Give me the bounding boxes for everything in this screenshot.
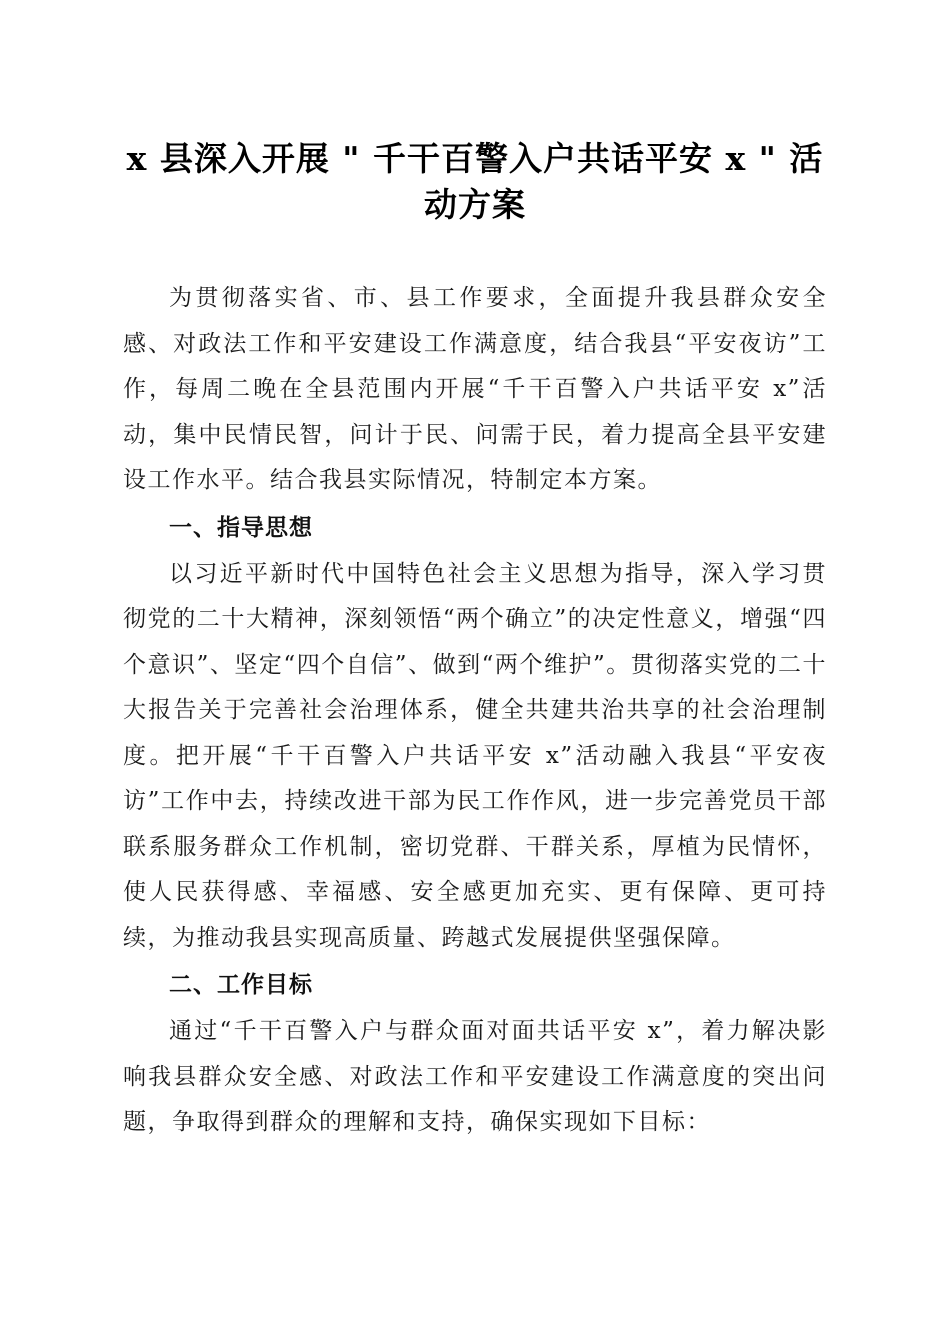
document-title xyxy=(120,136,830,228)
document-body xyxy=(123,276,827,1146)
section-heading-work-goals: 二、工作目标 xyxy=(169,972,313,998)
title-line-2: 动方案 xyxy=(424,185,526,224)
section-heading-guiding-ideology: 一、指导思想 xyxy=(169,514,313,541)
guiding-ideology-paragraph: 以习近平新时代中国特色社会主义思想为指导，深入学习贯彻党的二十大精神，深刻领悟“两个确立”的决定性意义，增强“四个意识”、坚定“四个自信”、做到“两个维护”。贯彻落实党的二十大报告关于完善社会治理体系，健全共建共治共享的社会治理制度。把开展“千干百警入户共话平安 x”活动融入我县“平安夜访”工作中去，持续改进干部为民工作作风，进一步完善党员干部联系服务群众工作机制，密切党群、干群关系，厚植为民情怀，使人民获得感、幸福感、安全感更加充实、更有保障、更可持续，为推动我县实现高质量、跨越式发展提供坚强保障。 xyxy=(123,560,827,951)
intro-paragraph: 为贯彻落实省、市、县工作要求，全面提升我县群众安全感、对政法工作和平安建设工作满意度，结合我县“平安夜访”工作，每周二晚在全县范围内开展“千干百警入户共话平安 x”活动，集中民情民智，问计于民、问需于民，着力提高全县平安建设工作水平。结合我县实际情况，特制定本方案。 xyxy=(123,285,827,493)
work-goals-paragraph: 通过“千干百警入户与群众面对面共话平安 x”，着力解决影响我县群众安全感、对政法工作和平安建设工作满意度的突出问题，争取得到群众的理解和支持，确保实现如下目标： xyxy=(123,1018,827,1135)
title-line-1: x 县深入开展 " 千干百警入户共话平安 x " 活 xyxy=(126,139,824,178)
